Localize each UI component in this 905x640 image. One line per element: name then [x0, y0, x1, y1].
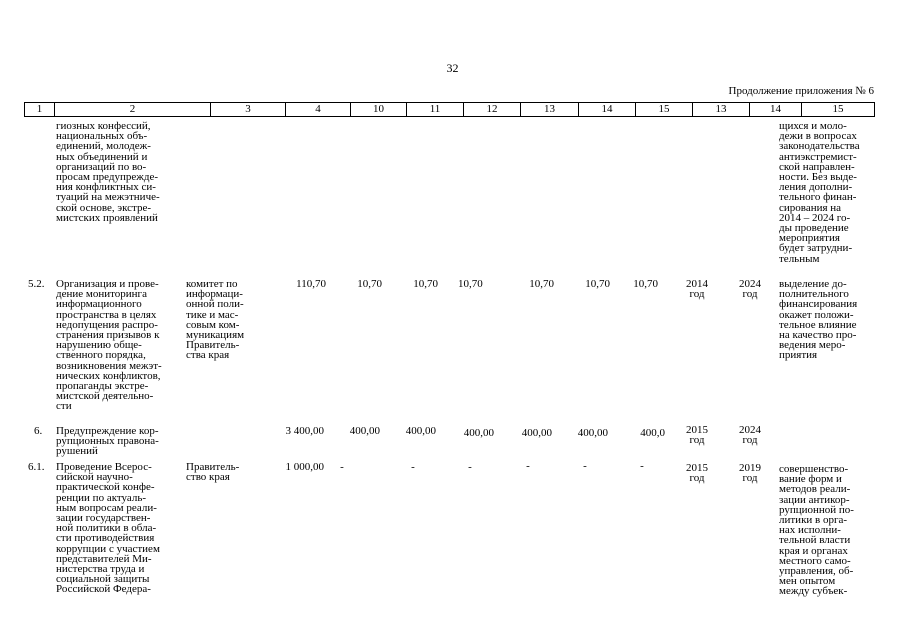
header-cell: 4 [315, 103, 321, 115]
header-cell: 15 [832, 103, 844, 115]
value-cell: 110,70 [296, 278, 326, 290]
measure-name: Предупреждение кор- рупционных правона- рушений [56, 425, 159, 458]
value-cell: - [526, 460, 530, 472]
measure-name: Организация и прове- дение мониторинга информационного пространства в целях недопущения распро- странения призывов к нарушению обще- ственного порядка, возникновения межэт- нических конфликтов, пропаганды экстре- мистской деятельно- сти [56, 278, 162, 413]
header-cell: 2 [129, 103, 136, 115]
row-number: 6. [34, 425, 43, 437]
value-cell: 400,00 [463, 427, 494, 439]
page-number: 32 [446, 61, 459, 75]
value-cell: 400,0 [640, 427, 665, 439]
row-number: 5.2. [28, 278, 45, 290]
end-year: 2019 год [739, 462, 761, 485]
value-cell: 10,70 [529, 278, 554, 290]
value-cell: - [340, 461, 344, 473]
value-cell: 400,00 [521, 427, 552, 439]
expected-result: выделение до- полнительного финансирования окажет положи- тельное влияние на качество про- ведения меро- приятия [779, 278, 858, 362]
executor: комитет по информаци- онной поли- тике и мас- совым ком- муникациям Правитель- ства края [186, 278, 245, 362]
value-cell: 400,00 [577, 427, 608, 439]
header-cell: 15 [658, 103, 670, 115]
expected-result: совершенство- вание форм и методов реали- зации антикор- рупционной по- литики в орга- нах исполни- тельной власти края и органах местного само- управления, об- мен опытом между субъек- [779, 463, 854, 598]
header-cell: 1 [36, 103, 43, 115]
value-cell: 10,70 [585, 278, 610, 290]
header-cell: 3 [245, 103, 251, 115]
value-cell: - [640, 460, 644, 472]
row-number: 6.1. [28, 461, 45, 473]
header-cell: 13 [544, 103, 555, 115]
value-cell: 10,70 [633, 278, 658, 290]
header-cell: 13 [715, 103, 727, 115]
expected-result: щихся и моло- дежи в вопросах законодательства антиэкстремист- ской направлен- ности. Без выде- ления дополни- тельного финан- сирования на 2014 – 2024 го- ды проведение мероприятия будет затрудни- тельным [779, 120, 860, 265]
value-cell: - [411, 461, 415, 473]
continuation-label: Продолжение приложения № 6 [728, 85, 874, 97]
header-cell: 11 [429, 103, 441, 115]
value-cell: 400,00 [405, 425, 436, 437]
end-year: 2024 год [739, 424, 761, 447]
value-cell: 10,70 [458, 278, 483, 290]
header-cell: 14 [770, 103, 781, 115]
header-cell: 12 [486, 103, 498, 115]
value-cell: 10,70 [357, 278, 382, 290]
start-year: 2014 год [686, 278, 708, 301]
value-cell: - [583, 460, 587, 472]
value-cell: 400,00 [349, 425, 380, 437]
value-cell: 3 400,00 [285, 425, 324, 437]
end-year: 2024 год [739, 278, 761, 301]
start-year: 2015 год [686, 462, 708, 485]
start-year: 2015 год [686, 424, 708, 447]
value-cell: 1 000,00 [285, 461, 324, 473]
header-cell: 10 [373, 103, 384, 115]
table-header-row [24, 102, 875, 117]
value-cell: - [468, 461, 472, 473]
measure-name: гиозных конфессий, национальных объ- единений, молодеж- ных объединений и организаций по во- просам предупрежде- ния конфликтных си- туаций на межэтниче- ской основе, экстре- мистских проявлений [56, 120, 160, 224]
measure-name: Проведение Всерос- сийской научно- практической конфе- ренции по актуаль- ным вопросам реали- зации государствен- ной политики в обла- сти противодействия коррупции с участием представителей Ми- нистерства труда и социальной защиты Российской Федера- [56, 461, 160, 596]
header-cell: 14 [601, 103, 613, 115]
executor: Правитель- ство края [186, 461, 240, 484]
value-cell: 10,70 [413, 278, 438, 290]
